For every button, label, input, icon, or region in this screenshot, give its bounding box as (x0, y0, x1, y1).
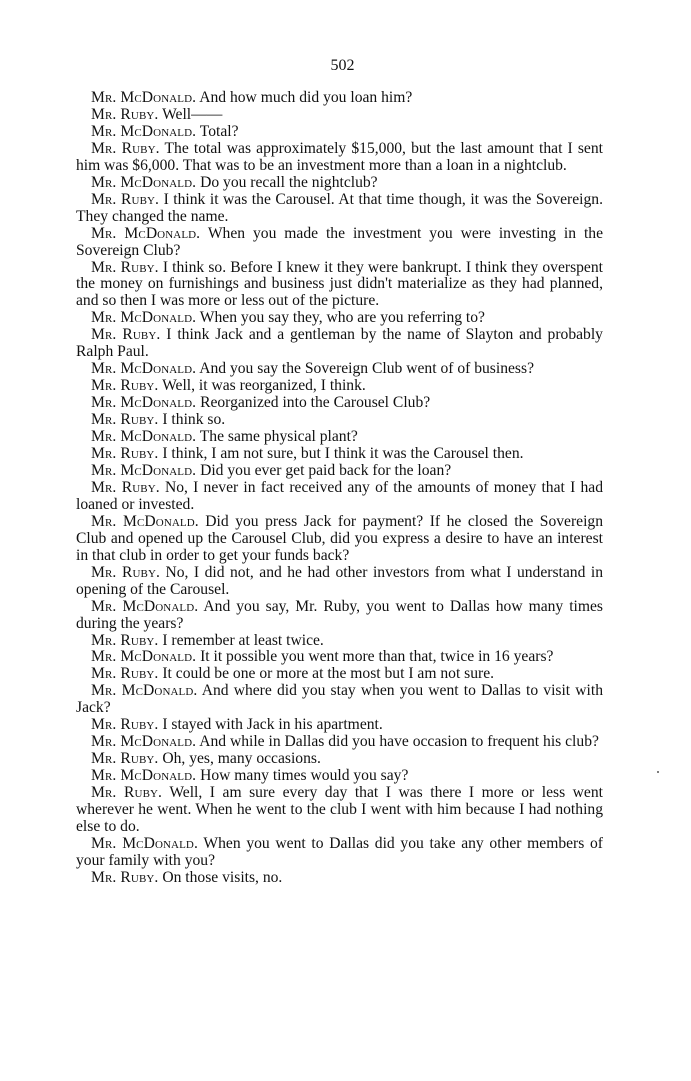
speech-text: I remember at least twice. (162, 631, 324, 649)
speech-text: Total? (199, 122, 239, 140)
transcript-paragraph (76, 785, 603, 836)
transcript-paragraph (76, 90, 603, 107)
speaker-name: Mr. Ruby. (91, 868, 159, 886)
speech-text: Do you recall the nightclub? (200, 173, 378, 191)
speech-text: And you say, Mr. Ruby, you went to Dallas how many times during the years? (76, 597, 604, 632)
speech-text: And how much did you loan him? (199, 89, 413, 106)
speaker-name: Mr. McDonald. (91, 648, 197, 666)
speaker-name: Mr. Ruby. (91, 750, 159, 768)
speaker-name: Mr. Ruby. (91, 665, 159, 683)
speech-text: And you say the Sovereign Club went of of business? (199, 360, 534, 378)
speaker-name: Mr. Ruby. (91, 377, 159, 395)
speaker-name: Mr. McDonald. (91, 682, 198, 700)
speaker-name: Mr. McDonald. (91, 461, 197, 479)
speech-text: No, I did not, and he had other investors from what I understand in opening of the Carousel. (76, 563, 603, 598)
speech-text: I think so. Before I knew it they were bankrupt. I think they overspent the money on furnishings and business just didn't materialize as they had planned, and so then I was more or less out of the picture. (76, 258, 603, 310)
transcript-paragraph (76, 514, 603, 565)
speaker-name: Mr. McDonald. (91, 733, 197, 751)
transcript-paragraph (76, 870, 603, 887)
speaker-name: Mr. McDonald. (91, 224, 201, 242)
transcript-paragraph (76, 717, 603, 734)
transcript-paragraph (76, 463, 603, 480)
speech-text: Did you press Jack for payment? If he closed the Sovereign Club and opened up the Carousel Club, did you express a desire to have an interest in that club in order to get your funds back? (76, 512, 603, 564)
transcript-paragraph (76, 141, 603, 175)
transcript-paragraph (76, 310, 603, 327)
transcript-paragraph (76, 649, 603, 666)
transcript-paragraph (76, 480, 603, 514)
speech-text: And while in Dallas did you have occasion to frequent his club? (199, 733, 599, 751)
transcript-paragraph (76, 565, 603, 599)
speech-text: When you say they, who are you referring to? (199, 309, 485, 327)
speech-text: Well, it was reorganized, I think. (162, 377, 366, 395)
speaker-name: Mr. McDonald. (91, 394, 197, 412)
speech-text: Well, I am sure every day that I was there I more or less went wherever he went. When he went to the club I went with him because I had nothing else to do. (76, 784, 603, 835)
transcript-paragraph (76, 361, 603, 378)
transcript-paragraph (76, 107, 603, 124)
speech-text: On those visits, no. (162, 868, 283, 886)
transcript-paragraph (76, 683, 603, 717)
speaker-name: Mr. McDonald. (91, 597, 199, 615)
speech-text: It it possible you went more than that, twice in 16 years? (200, 648, 554, 666)
speech-text: Oh, yes, many occasions. (162, 750, 321, 768)
transcript-paragraph (76, 836, 603, 870)
transcript-paragraph (76, 175, 603, 192)
speech-text: And where did you stay when you went to Dallas to visit with Jack? (76, 682, 604, 717)
speaker-name: Mr. McDonald. (91, 428, 197, 446)
transcript-paragraph (76, 260, 603, 311)
transcript-paragraph (76, 429, 603, 446)
speech-text: The total was approximately $15,000, but the last amount that I sent him was $6,000. That was to be an investment more than a loan in a nightclub. (76, 139, 603, 174)
transcript-paragraph (76, 751, 603, 768)
speech-text: I think, I am not sure, but I think it was the Carousel then. (162, 445, 524, 463)
scan-speck-mark (657, 771, 659, 773)
speaker-name: Mr. McDonald. (91, 309, 197, 327)
transcript-paragraph (76, 192, 603, 226)
speaker-name: Mr. Ruby. (91, 563, 160, 581)
transcript-paragraph (76, 734, 603, 751)
transcript-paragraph (76, 446, 603, 463)
speaker-name: Mr. McDonald. (91, 834, 198, 852)
transcript-paragraph (76, 378, 603, 395)
speaker-name: Mr. McDonald. (91, 173, 197, 191)
speaker-name: Mr. Ruby. (91, 326, 161, 344)
speaker-name: Mr. Ruby. (91, 478, 160, 496)
speech-text: No, I never in fact received any of the amounts of money that I had loaned or invested. (76, 478, 603, 513)
transcript-paragraph (76, 633, 603, 650)
speech-text: I stayed with Jack in his apartment. (162, 716, 383, 734)
speech-text: I think Jack and a gentleman by the name of Slayton and probably Ralph Paul. (76, 326, 603, 361)
transcript-paragraph (76, 666, 603, 683)
speech-text: The same physical plant? (199, 428, 358, 446)
speaker-name: Mr. McDonald. (91, 767, 197, 785)
transcript-paragraph (76, 395, 603, 412)
speaker-name: Mr. Ruby. (91, 411, 159, 429)
speaker-name: Mr. Ruby. (91, 258, 159, 276)
transcript-paragraph (76, 124, 603, 141)
transcript-body (76, 90, 603, 887)
speech-text: I think so. (162, 411, 226, 429)
speech-text: Reorganized into the Carousel Club? (200, 394, 431, 412)
speech-text: When you made the investment you were investing in the Sovereign Club? (76, 224, 604, 259)
speech-text: Did you ever get paid back for the loan? (200, 461, 452, 479)
transcript-paragraph (76, 599, 603, 633)
speaker-name: Mr. Ruby. (91, 105, 159, 123)
speaker-name: Mr. Ruby. (91, 139, 160, 157)
transcript-paragraph (76, 226, 603, 260)
speech-text: When you went to Dallas did you take any other members of your family with you? (76, 834, 604, 869)
speaker-name: Mr. Ruby. (91, 445, 159, 463)
speaker-name: Mr. McDonald. (91, 512, 199, 530)
transcript-paragraph (76, 768, 603, 785)
page-number: 502 (330, 57, 355, 74)
speech-text: How many times would you say? (200, 767, 409, 785)
speaker-name: Mr. McDonald. (91, 122, 197, 140)
transcript-paragraph (76, 412, 603, 429)
document-page (76, 56, 603, 887)
speaker-name: Mr. McDonald. (91, 89, 197, 106)
speaker-name: Mr. Ruby. (91, 631, 159, 649)
speaker-name: Mr. Ruby. (91, 716, 159, 734)
speaker-name: Mr. Ruby. (91, 190, 160, 208)
speech-text: I think it was the Carousel. At that time though, it was the Sovereign. They changed the name. (76, 190, 603, 225)
speech-text: It could be one or more at the most but I am not sure. (162, 665, 495, 683)
speech-text: Well—— (162, 105, 223, 123)
speaker-name: Mr. McDonald. (91, 360, 197, 378)
transcript-paragraph (76, 327, 603, 361)
speaker-name: Mr. Ruby. (91, 784, 163, 802)
